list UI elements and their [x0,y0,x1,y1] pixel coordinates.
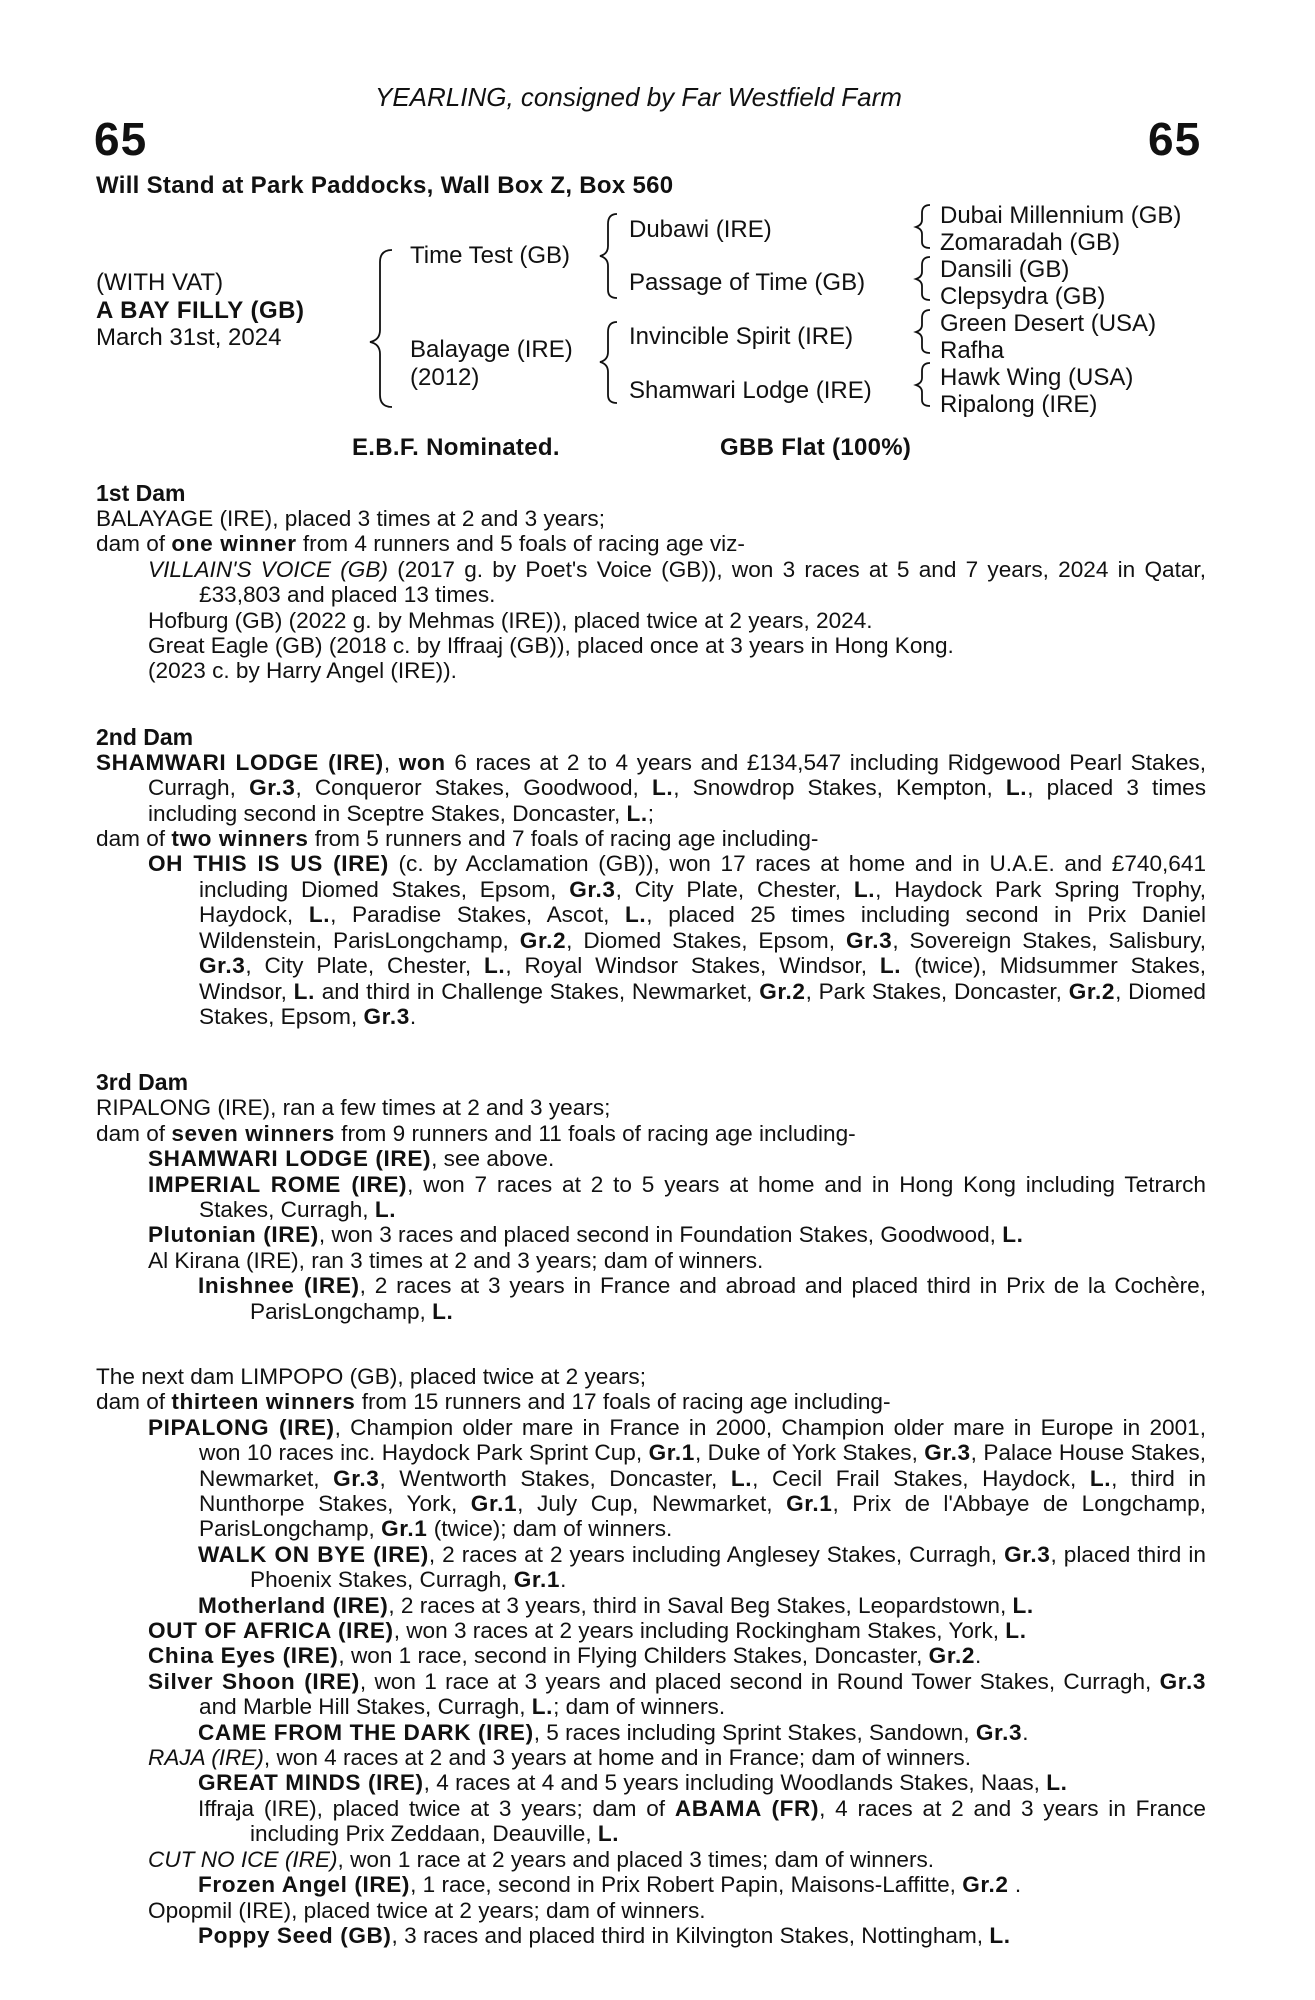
produce-entry: Great Eagle (GB) (2018 c. by Iffraaj (GB)), placed once at 3 years in Hong Kong. [148,633,954,659]
produce-entry: Frozen Angel (IRE), 1 race, second in Prix Robert Papin, Maisons-Laffitte, Gr.2 . [198,1872,1022,1898]
second-dam-title: 2nd Dam [96,723,194,750]
third-dam-title: 3rd Dam [96,1069,189,1096]
produce-entry: VILLAIN'S VOICE (GB) (2017 g. by Poet's Voice (GB)), won 3 races at 5 and 7 years, 2024 in Qatar, £33,803 and placed 13 times. [148,556,1206,608]
ancestor-5: Green Desert (USA) [940,310,1157,337]
produce-entry: SHAMWARI LODGE (IRE), see above. [148,1146,555,1172]
produce-entry: Motherland (IRE), 2 races at 3 years, third in Saval Beg Stakes, Leopardstown, L. [198,1592,1034,1618]
first-dam-line: BALAYAGE (IRE), placed 3 times at 2 and 3 years; [96,506,606,531]
produce-entry: OH THIS IS US (IRE) (c. by Acclamation (GB)), won 17 races at home and in U.A.E. and £740,641 including Diomed Stakes, Epsom, Gr.3, City Plate, Chester, L., Haydock Park Spring Trophy, Haydock, L., Paradise Stakes, Ascot, L., placed 25 times including second in Prix Daniel Wildenstein, ParisLongchamp, Gr.2, Diomed Stakes, Epsom, Gr.3, Sovereign Stakes, Salisbury, Gr.3, City Plate, Chester, L., Royal Windsor Stakes, Windsor, L. (twice), Midsummer Stakes, Windsor, L. and third in Challenge Stakes, Newmarket, Gr.2, Park Stakes, Doncaster, Gr.2, Diomed Stakes, Epsom, Gr.3. [148,851,1207,1029]
ebf-note: E.B.F. Nominated. [352,434,560,461]
lot-number-right: 65 [1148,113,1202,165]
sire-dam: Passage of Time (GB) [629,269,866,296]
ancestor-7: Hawk Wing (USA) [940,364,1134,391]
dam: Balayage (IRE) [410,336,573,363]
ancestor-6: Rafha [940,337,1005,364]
produce-entry: China Eyes (IRE), won 1 race, second in Flying Childers Stakes, Doncaster, Gr.2. [148,1643,982,1669]
second-dam-entry: SHAMWARI LODGE (IRE), won 6 races at 2 to 4 years and £134,547 including Ridgewood Pearl Stakes, Curragh, Gr.3, Conqueror Stakes, Goodwood, L., Snowdrop Stakes, Kempton, L., placed 3 times including second in Sceptre Stakes, Doncaster, L.; [96,749,1207,826]
dam-sire: Invincible Spirit (IRE) [629,323,854,350]
lot-number-left: 65 [94,113,148,165]
produce-entry: Al Kirana (IRE), ran 3 times at 2 and 3 years; dam of winners. [148,1247,764,1273]
dam-year: (2012) [410,364,480,391]
produce-entry: Plutonian (IRE), won 3 races and placed second in Foundation Stakes, Goodwood, L. [148,1222,1024,1248]
ancestor-4: Clepsydra (GB) [940,283,1106,310]
ancestor-3: Dansili (GB) [940,256,1070,283]
produce-entry: Inishnee (IRE), 2 races at 3 years in France and abroad and placed third in Prix de la Cochère, ParisLongchamp, L. [198,1273,1206,1324]
produce-entry: IMPERIAL ROME (IRE), won 7 races at 2 to 5 years at home and in Hong Kong including Tetrarch Stakes, Curragh, L. [148,1171,1206,1222]
produce-entry: WALK ON BYE (IRE), 2 races at 2 years including Anglesey Stakes, Curragh, Gr.3, placed third in Phoenix Stakes, Curragh, Gr.1. [198,1541,1206,1593]
vat-label: (WITH VAT) [96,269,224,296]
second-dam-produce-summary: dam of two winners from 5 runners and 7 foals of racing age including- [96,826,819,852]
produce-entry: Silver Shoon (IRE), won 1 race at 3 years and placed second in Round Tower Stakes, Curragh, Gr.3 and Marble Hill Stakes, Curragh, L.; dam of winners. [148,1668,1206,1720]
ancestor-1: Dubai Millennium (GB) [940,202,1182,229]
consignor-line: YEARLING, consigned by Far Westfield Farm [375,82,902,112]
ancestor-2: Zomaradah (GB) [940,229,1121,256]
next-dam-produce-summary: dam of thirteen winners from 15 runners and 17 foals of racing age including- [96,1389,891,1415]
produce-entry: RAJA (IRE), won 4 races at 2 and 3 years at home and in France; dam of winners. [148,1745,971,1771]
third-dam-produce-summary: dam of seven winners from 9 runners and 11 foals of racing age including- [96,1120,856,1146]
horse-name: A BAY FILLY (GB) [96,297,305,324]
sire: Time Test (GB) [410,242,571,269]
third-dam-line: RIPALONG (IRE), ran a few times at 2 and 3 years; [96,1095,611,1121]
ancestor-8: Ripalong (IRE) [940,391,1098,418]
produce-entry: OUT OF AFRICA (IRE), won 3 races at 2 years including Rockingham Stakes, York, L. [148,1618,1027,1644]
gbb-note: GBB Flat (100%) [720,434,912,461]
sire-sire: Dubawi (IRE) [629,216,772,243]
produce-entry: Opopmil (IRE), placed twice at 2 years; dam of winners. [148,1897,706,1923]
foaling-date: March 31st, 2024 [96,324,282,351]
produce-entry: Hofburg (GB) (2022 g. by Mehmas (IRE)), placed twice at 2 years, 2024. [148,607,873,633]
produce-entry: Iffraja (IRE), placed twice at 3 years; dam of ABAMA (FR), 4 races at 2 and 3 years in France including Prix Zeddaan, Deauville, L. [198,1795,1206,1847]
dam-dam: Shamwari Lodge (IRE) [629,377,872,404]
first-dam-title: 1st Dam [96,480,186,506]
produce-entry: (2023 c. by Harry Angel (IRE)). [148,658,457,684]
produce-entry: GREAT MINDS (IRE), 4 races at 4 and 5 years including Woodlands Stakes, Naas, L. [198,1770,1068,1796]
stand-line: Will Stand at Park Paddocks, Wall Box Z, Box 560 [96,172,674,199]
produce-entry: CAME FROM THE DARK (IRE), 5 races including Sprint Stakes, Sandown, Gr.3. [198,1719,1029,1745]
first-dam-produce-summary: dam of one winner from 4 runners and 5 foals of racing age viz- [96,531,745,557]
produce-entry: PIPALONG (IRE), Champion older mare in France in 2000, Champion older mare in Europe in 2001, won 10 races inc. Haydock Park Sprint Cup, Gr.1, Duke of York Stakes, Gr.3, Palace House Stakes, Newmarket, Gr.3, Wentworth Stakes, Doncaster, L., Cecil Frail Stakes, Haydock, L., third in Nunthorpe Stakes, York, Gr.1, July Cup, Newmarket, Gr.1, Prix de l'Abbaye de Longchamp, ParisLongchamp, Gr.1 (twice); dam of winners. [148,1414,1206,1542]
catalogue-body [96,480,1206,1948]
next-dam-line: The next dam LIMPOPO (GB), placed twice at 2 years; [96,1363,646,1389]
produce-entry: Poppy Seed (GB), 3 races and placed third in Kilvington Stakes, Nottingham, L. [198,1922,1011,1948]
produce-entry: CUT NO ICE (IRE), won 1 race at 2 years and placed 3 times; dam of winners. [148,1846,935,1872]
